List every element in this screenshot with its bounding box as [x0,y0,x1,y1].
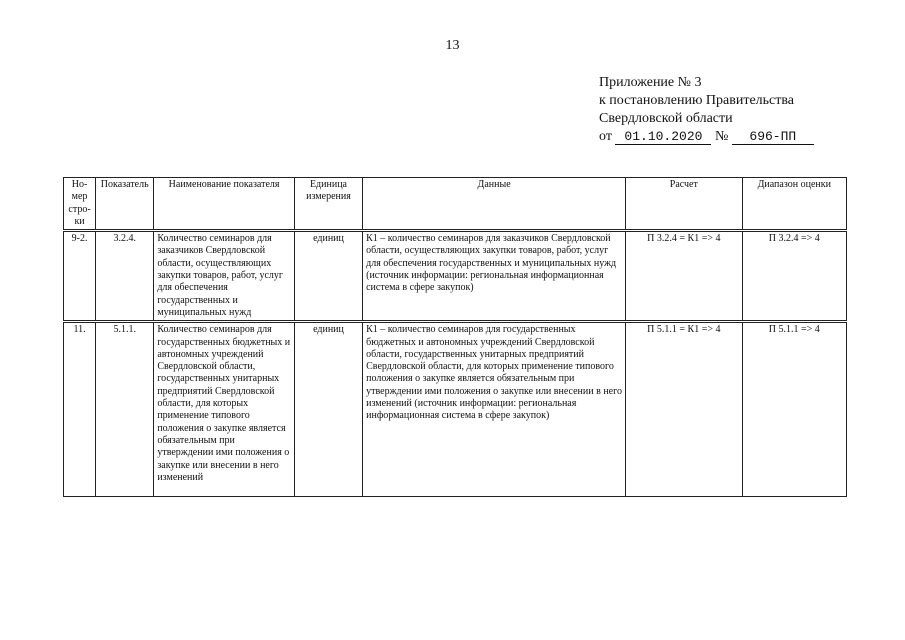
appendix-block [599,74,814,146]
table-row [64,322,847,497]
appendix-resolution-line: к постановлению Правительства [599,93,795,108]
cell-name: Количество семинаров для государственных бюджетных и автономных учреждений Свердловской области, государственных унитарных предприятий Свердловской области, для которых применение типового положения о закупке является обязательным при утверждении ими положения о закупке или внесении в него изменений [154,322,295,497]
number-label: № [714,129,729,144]
cell-range: П 5.1.1 => 4 [742,322,846,497]
header-name: Наименование показателя [154,178,295,231]
cell-indicator: 5.1.1. [96,322,154,497]
table-header-row [64,178,847,231]
header-range: Диапазон оценки [742,178,846,231]
cell-unit: единиц [294,231,362,322]
resolution-number: 696-ПП [732,130,814,145]
header-row-num: Но-мер стро-ки [64,178,96,231]
appendix-date-number-line [599,128,814,146]
cell-name: Количество семинаров для заказчиков Свердловской области, осуществляющих закупки товаров, работ, услуг для обеспечения государственных и муниципальных нужд [154,231,295,322]
header-unit: Единица измерения [294,178,362,231]
cell-row-num: 11. [64,322,96,497]
indicators-table [63,177,847,497]
page-number: 13 [445,38,460,53]
cell-calc: П 3.2.4 = К1 => 4 [626,231,742,322]
appendix-title: Приложение № 3 [599,75,702,90]
header-data: Данные [363,178,626,231]
table-row [64,231,847,322]
header-indicator: Показатель [96,178,154,231]
cell-calc: П 5.1.1 = К1 => 4 [626,322,742,497]
cell-row-num: 9-2. [64,231,96,322]
resolution-date: 01.10.2020 [615,130,711,145]
header-calc: Расчет [626,178,742,231]
from-label: от [599,129,612,144]
cell-unit: единиц [294,322,362,497]
cell-indicator: 3.2.4. [96,231,154,322]
appendix-region-line: Свердловской области [599,111,733,126]
cell-data: К1 – количество семинаров для заказчиков Свердловской области, осуществляющих закупки товаров, работ, услуг для обеспечения государственных и муниципальных нужд (источник информации: региональная информационная система в сфере закупок) [363,231,626,322]
cell-data: К1 – количество семинаров для государственных бюджетных и автономных учреждений Свердловской области, государственных унитарных предприятий Свердловской области, для которых применение типового положения о закупке является обязательным при утверждении ими положения о закупке или внесении в него изменений (источник информации: региональная информационная система в сфере закупок) [363,322,626,497]
cell-range: П 3.2.4 => 4 [742,231,846,322]
